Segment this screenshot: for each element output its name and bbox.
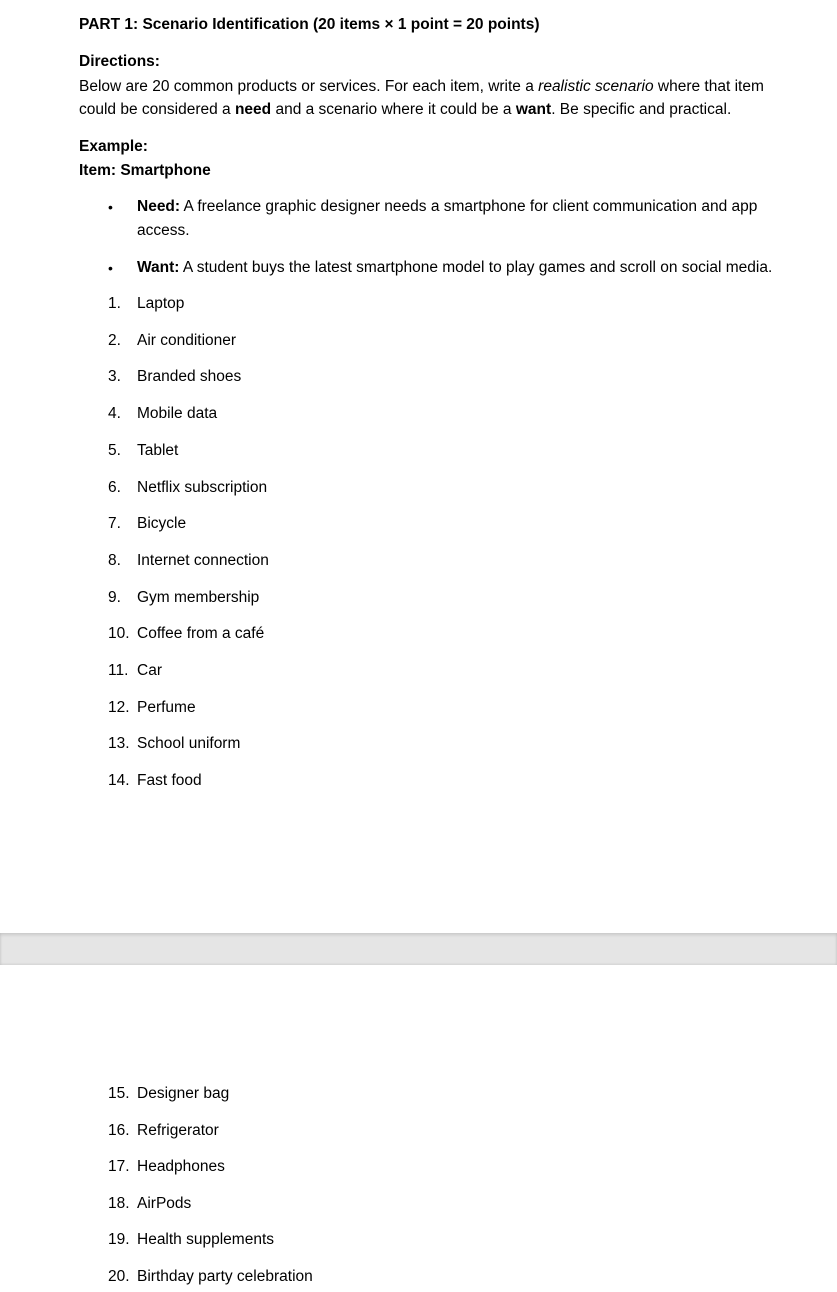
list-item-label: Internet connection: [137, 551, 269, 569]
list-item-number: 19.: [108, 1231, 130, 1249]
list-item-number: 14.: [108, 772, 130, 790]
list-item-number: 12.: [108, 698, 130, 716]
list-item-number: 6.: [108, 478, 121, 496]
list-item: [108, 515, 186, 533]
list-item: [108, 479, 267, 497]
list-item-label: Air conditioner: [137, 331, 237, 349]
list-item-number: 2.: [108, 331, 121, 349]
list-item-number: 7.: [108, 515, 121, 533]
example-heading: Example:: [79, 138, 148, 155]
list-item-label: Netflix subscription: [137, 478, 268, 496]
need-example-line-2: access.: [137, 222, 190, 239]
list-item: [108, 442, 178, 460]
list-item: [108, 1195, 191, 1213]
page-break: [0, 933, 837, 965]
list-item-number: 9.: [108, 588, 121, 606]
list-item: [108, 625, 264, 643]
list-item-label: Headphones: [137, 1158, 225, 1176]
page-title: PART 1: Scenario Identification (20 items × 1 point = 20 points): [79, 16, 540, 33]
directions-line-2: could be considered a need and a scenario where it could be a want. Be specific and practical.: [79, 101, 732, 118]
list-item-label: Health supplements: [137, 1231, 274, 1249]
list-item: [108, 332, 236, 350]
list-item-label: Laptop: [137, 295, 185, 312]
list-item: [108, 368, 241, 386]
list-item: [108, 1158, 225, 1176]
list-item-label: Birthday party celebration: [137, 1268, 313, 1285]
list-item: [108, 552, 269, 570]
list-item-number: 17.: [108, 1158, 130, 1176]
list-item-number: 1.: [108, 295, 121, 312]
directions-heading: Directions:: [79, 53, 160, 70]
list-item: [108, 589, 259, 607]
list-item-label: AirPods: [137, 1194, 192, 1212]
list-item-number: 11.: [108, 662, 129, 679]
list-item-label: Coffee from a café: [137, 625, 265, 643]
list-item: [108, 1268, 313, 1286]
list-item-number: 4.: [108, 405, 121, 423]
list-item-label: Mobile data: [137, 405, 218, 423]
list-item-label: Fast food: [137, 772, 202, 790]
list-item: [108, 405, 217, 423]
list-item-label: Refrigerator: [137, 1121, 219, 1139]
list-item-label: School uniform: [137, 735, 241, 753]
list-item-label: Branded shoes: [137, 368, 242, 386]
list-item-label: Designer bag: [137, 1085, 230, 1102]
list-item: [108, 1085, 229, 1103]
list-item-number: 13.: [108, 735, 130, 753]
want-example: Want: A student buys the latest smartphone model to play games and scroll on social media.: [137, 259, 773, 276]
directions-line-1: Below are 20 common products or services. For each item, write a realistic scenario where that item: [79, 78, 764, 95]
list-item-number: 3.: [108, 368, 121, 386]
list-item-number: 18.: [108, 1194, 130, 1212]
example-item: Item: Smartphone: [79, 162, 211, 179]
want-bullet: •: [108, 260, 113, 276]
list-item: [108, 295, 184, 313]
list-item: [108, 1231, 274, 1249]
list-item-number: 8.: [108, 551, 121, 569]
list-item: [108, 772, 202, 790]
list-item-number: 5.: [108, 441, 121, 459]
list-item-number: 16.: [108, 1121, 130, 1139]
list-item-label: Perfume: [137, 698, 196, 716]
list-item: [108, 662, 162, 680]
need-bullet: •: [108, 199, 113, 215]
list-item-label: Gym membership: [137, 588, 260, 606]
list-item-number: 15.: [108, 1085, 130, 1102]
list-item-label: Tablet: [137, 441, 179, 459]
list-item-number: 10.: [108, 625, 130, 643]
list-item: [108, 735, 240, 753]
need-example-line-1: Need: A freelance graphic designer needs a smartphone for client communication and app: [137, 198, 758, 215]
document-page-2: [0, 965, 837, 1292]
list-item-label: Car: [137, 662, 162, 679]
list-item-label: Bicycle: [137, 515, 187, 533]
list-item-number: 20.: [108, 1268, 130, 1285]
list-item: [108, 1122, 219, 1140]
list-item: [108, 699, 196, 717]
